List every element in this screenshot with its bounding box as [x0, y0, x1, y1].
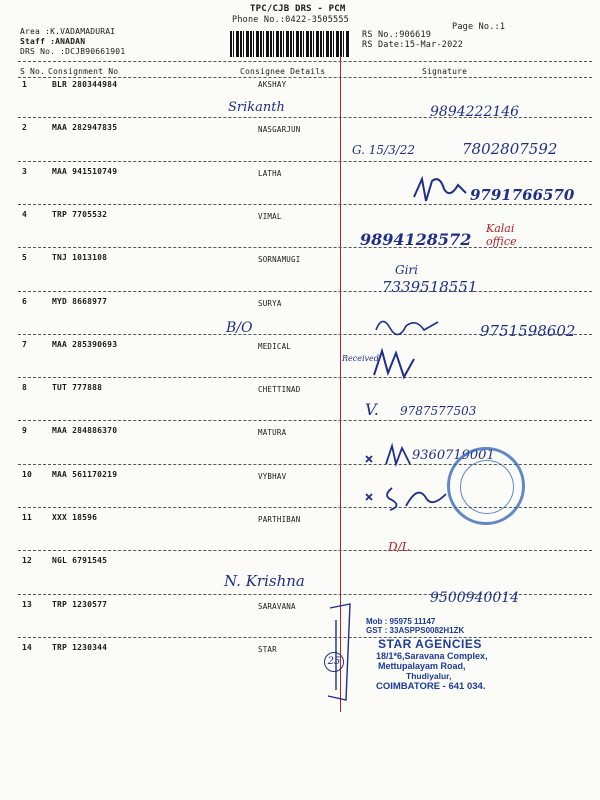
- row-sno: 8: [22, 383, 28, 393]
- handwriting-r14: 25: [324, 652, 344, 672]
- row-sno: 6: [22, 296, 28, 306]
- row-consignment-number: MAA 941510749: [52, 166, 118, 176]
- row-consignee-name: PARTHIBAN: [258, 515, 301, 524]
- row-divider: [18, 161, 592, 162]
- handwriting-r1a: Srikanth: [228, 100, 285, 115]
- row-consignment-number: MAA 282947835: [52, 123, 118, 133]
- row-divider: [18, 377, 592, 378]
- stamp-company-name: STAR AGENCIES: [378, 637, 482, 651]
- row-consignment-number: TNJ 1013108: [52, 253, 108, 263]
- row-sno: 11: [22, 513, 33, 522]
- row-divider: [18, 291, 592, 292]
- handwriting-r8b: 9787577503: [400, 404, 477, 418]
- handwriting-r5b: 7339518551: [382, 278, 478, 296]
- signature-scribble-r10: [362, 480, 452, 514]
- handwriting-r7: Received: [342, 354, 379, 363]
- row-sno: 5: [22, 253, 28, 263]
- row-consignee-name: VIMAL: [258, 211, 282, 221]
- drs-number: DRS No. :DCJB90661901: [20, 47, 126, 56]
- row-sno: 10: [22, 469, 33, 479]
- row-consignee-name: LATHA: [258, 168, 282, 178]
- row-consignee-name: MEDICAL: [258, 341, 292, 351]
- document-title: TPC/CJB DRS - PCM: [250, 4, 346, 14]
- stamp-mobile: Mob : 95975 11147: [366, 617, 436, 626]
- handwriting-r6a: B/O: [226, 320, 253, 336]
- agency-stamp: [366, 617, 541, 692]
- row-consignee-name: SURYA: [258, 298, 282, 308]
- handwriting-r3: 9791766570: [470, 186, 575, 204]
- row-consignee-name: CHETTINAD: [258, 385, 301, 395]
- row-consignment-number: BLR 280344984: [52, 80, 118, 89]
- handwriting-r11: D/L: [388, 540, 410, 554]
- row-divider: [18, 204, 592, 205]
- staff-field: Staff :ANADAN: [20, 37, 86, 46]
- row-sno: 13: [22, 599, 33, 609]
- stamp-address-line1: 18/1*6,Saravana Complex,: [376, 651, 488, 661]
- row-consignment-number: TUT 777888: [52, 383, 103, 393]
- handwriting-r5a: Giri: [395, 263, 418, 277]
- row-consignment-number: MYD 8668977: [52, 296, 108, 306]
- row-sno: 3: [22, 166, 28, 176]
- page-number: Page No.:1: [452, 22, 506, 32]
- stamp-address-line2: Mettupalayam Road,: [378, 661, 466, 671]
- row-consignment-number: NGL 6791545: [52, 556, 108, 566]
- signature-scribble-r7: [370, 345, 420, 385]
- row-consignee-name: MATURA: [258, 428, 287, 438]
- row-consignment-number: TRP 1230577: [52, 599, 108, 609]
- column-header-sno: S No.: [20, 67, 46, 76]
- handwriting-r1b: 9894222146: [430, 104, 520, 120]
- barcode: [230, 31, 350, 57]
- row-sno: 1: [22, 80, 28, 89]
- column-header-divider: [18, 77, 592, 78]
- phone-number: Phone No.:0422-3505555: [232, 15, 349, 25]
- signature-scribble-r6: [372, 312, 442, 338]
- row-sno: 14: [22, 642, 33, 652]
- row-consignment-number: MAA 285390693: [52, 339, 118, 349]
- handwriting-r8a: V.: [365, 400, 379, 419]
- row-divider: [18, 550, 592, 551]
- rs-date: RS Date:15-Mar-2022: [362, 40, 464, 50]
- stamp-city: COIMBATORE - 641 034.: [376, 681, 486, 692]
- handwriting-r4a: 9894128572: [360, 230, 472, 249]
- row-consignee-name: AKSHAY: [258, 80, 287, 89]
- column-header-consignment: Consignment No: [48, 67, 119, 76]
- row-consignee-name: SARAVANA: [258, 601, 296, 611]
- row-sno: 4: [22, 209, 28, 219]
- row-consignee-name: STAR: [258, 644, 277, 654]
- row-divider: [18, 420, 592, 421]
- row-sno: 12: [22, 556, 33, 566]
- header-divider: [18, 61, 592, 62]
- handwriting-r2b: 7802807592: [462, 140, 558, 158]
- circular-seal-stamp: [447, 447, 525, 525]
- row-consignee-name: VYBHAV: [258, 471, 287, 481]
- handwriting-r6b: 9751598602: [480, 322, 576, 340]
- row-consignment-number: XXX 18596: [52, 513, 98, 522]
- row-consignment-number: TRP 7705532: [52, 209, 108, 219]
- row-sno: 9: [22, 426, 28, 436]
- row-sno: 2: [22, 123, 28, 133]
- handwriting-r2a: G. 15/3/22: [352, 143, 416, 157]
- signature-scribble-r9: [362, 440, 422, 470]
- row-consignment-number: MAA 284886370: [52, 426, 118, 436]
- handwriting-r12a: N. Krishna: [224, 572, 305, 590]
- row-consignee-name: NASGARJUN: [258, 125, 301, 135]
- row-sno: 7: [22, 339, 28, 349]
- signature-scribble-r3: [410, 175, 470, 205]
- handwriting-r12b: 9500940014: [430, 590, 520, 606]
- row-consignee-name: SORNAMUGI: [258, 255, 301, 265]
- stamp-address-line3: Thudiyalur,: [406, 671, 452, 681]
- area-field: Area :K.VADAMADURAI: [20, 27, 116, 36]
- stamp-gst: GST : 33ASPPS0082H1ZK: [366, 626, 465, 635]
- column-header-signature: Signature: [422, 67, 468, 76]
- handwriting-r9: 9360719001: [412, 448, 495, 463]
- rs-number: RS No.:906619: [362, 30, 432, 40]
- column-header-consignee: Consignee Details: [240, 67, 326, 76]
- handwriting-r4b: Kalai office: [486, 222, 517, 248]
- row-consignment-number: MAA 561170219: [52, 469, 118, 479]
- row-consignment-number: TRP 1230344: [52, 642, 108, 652]
